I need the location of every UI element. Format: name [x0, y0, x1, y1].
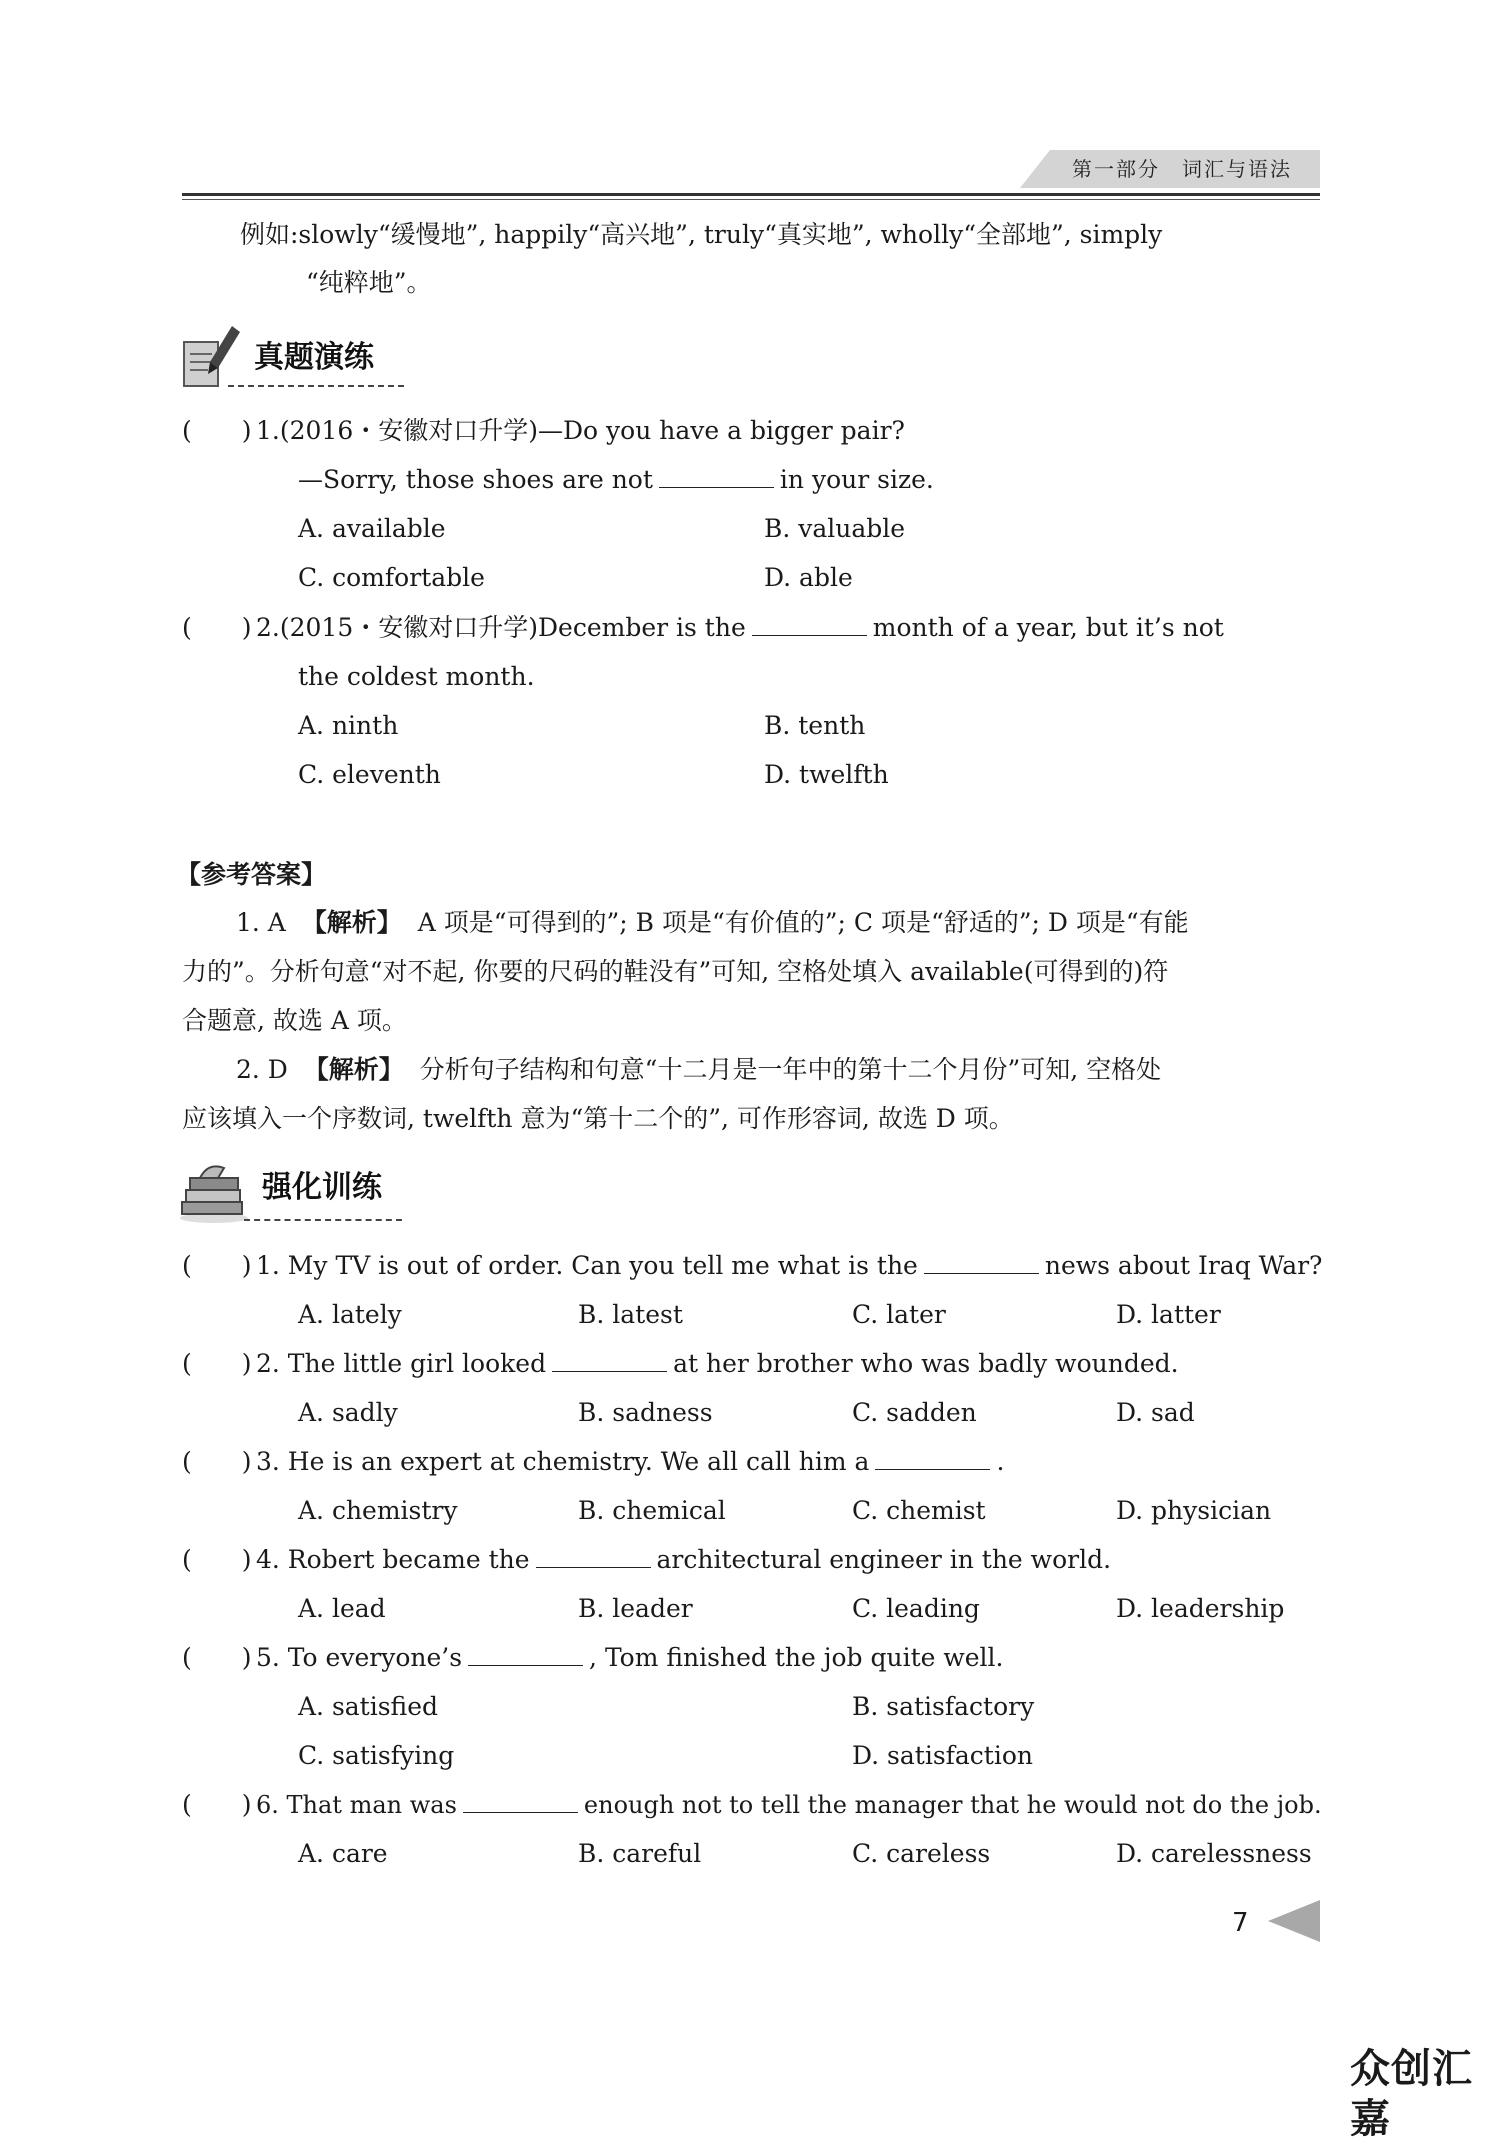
question-stem — [256, 1249, 1322, 1283]
answer-1-line-1 — [236, 906, 1189, 940]
stem-text: 5. To everyone’s — [256, 1643, 463, 1672]
answer-number: 2. D — [236, 1055, 288, 1084]
analysis-tag: 【解析】 — [301, 908, 402, 937]
stem-text: —Sorry, those shoes are not — [298, 465, 653, 494]
stem-text: 1. My TV is out of order. Can you tell me what is the — [256, 1251, 918, 1280]
section2-title: 强化训练 — [262, 1170, 382, 1205]
page-arrow-icon — [1266, 1898, 1324, 1944]
question-stem: 1.(2016・安徽对口升学)—Do you have a bigger pair? — [256, 416, 905, 445]
option-c[interactable]: C. satisfying — [298, 1741, 455, 1770]
option-c[interactable]: C. comfortable — [298, 563, 485, 592]
option-d[interactable]: D. physician — [1116, 1496, 1272, 1525]
answer-bracket[interactable]: ( ) — [182, 1349, 252, 1378]
option-b[interactable]: B. chemical — [578, 1496, 726, 1525]
option-d[interactable]: D. carelessness — [1116, 1839, 1312, 1868]
option-d[interactable]: D. leadership — [1116, 1594, 1285, 1623]
header-rule — [182, 193, 1320, 196]
answer-bracket[interactable]: ( ) — [182, 1545, 252, 1574]
option-c[interactable]: C. eleventh — [298, 760, 441, 789]
option-b[interactable]: B. valuable — [764, 514, 906, 543]
answer-bracket[interactable]: ( ) — [182, 416, 252, 445]
stem-text: at her brother who was badly wounded. — [673, 1349, 1179, 1378]
stacked-books-icon — [178, 1160, 250, 1224]
section2-underline — [244, 1219, 402, 1221]
stem-text: 6. That man was — [256, 1791, 457, 1819]
answer-blank — [875, 1447, 990, 1470]
option-d[interactable]: D. able — [764, 563, 853, 592]
intro-line-1: 例如:slowly“缓慢地”, happily“高兴地”, truly“真实地”, wholly“全部地”, simply — [240, 220, 1163, 249]
option-a[interactable]: A. care — [298, 1839, 388, 1868]
header-section-label: 第一部分 词汇与语法 — [1072, 157, 1292, 181]
answer-blank — [752, 613, 867, 636]
answer-blank — [659, 465, 774, 488]
analysis-text: A 项是“可得到的”; B 项是“有价值的”; C 项是“舒适的”; D 项是“有能 — [417, 908, 1189, 937]
answer-bracket[interactable]: ( ) — [182, 1790, 252, 1819]
intro-line-2: “纯粹地”。 — [306, 268, 432, 297]
answer-2-line-2: 应该填入一个序数词, twelfth 意为“第十二个的”, 可作形容词, 故选 D 项。 — [182, 1104, 1014, 1133]
option-d[interactable]: D. twelfth — [764, 760, 889, 789]
option-c[interactable]: C. chemist — [852, 1496, 986, 1525]
analysis-tag: 【解析】 — [303, 1055, 404, 1084]
option-a[interactable]: A. chemistry — [298, 1496, 458, 1525]
stem-text: architectural engineer in the world. — [656, 1545, 1112, 1574]
option-a[interactable]: A. available — [298, 514, 446, 543]
option-d[interactable]: D. latter — [1116, 1300, 1221, 1329]
option-b[interactable]: B. careful — [578, 1839, 702, 1868]
header-rule-thin — [182, 199, 1320, 200]
answer-blank — [463, 1790, 578, 1813]
option-c[interactable]: C. careless — [852, 1839, 991, 1868]
page-number: 7 — [1232, 1908, 1249, 1938]
answers-title: 【参考答案】 — [176, 860, 327, 889]
option-b[interactable]: B. tenth — [764, 711, 866, 740]
option-b[interactable]: B. leader — [578, 1594, 693, 1623]
stem-text: 4. Robert became the — [256, 1545, 530, 1574]
answer-1-line-2: 力的”。分析句意“对不起, 你要的尺码的鞋没有”可知, 空格处填入 available(可得到的)符 — [182, 957, 1169, 986]
answer-blank — [924, 1251, 1039, 1274]
option-c[interactable]: C. later — [852, 1300, 946, 1329]
answer-bracket[interactable]: ( ) — [182, 613, 252, 642]
answer-bracket[interactable]: ( ) — [182, 1447, 252, 1476]
option-d[interactable]: D. sad — [1116, 1398, 1195, 1427]
stem-text: in your size. — [779, 465, 934, 494]
analysis-text: 分析句子结构和句意“十二月是一年中的第十二个月份”可知, 空格处 — [419, 1055, 1162, 1084]
option-c[interactable]: C. sadden — [852, 1398, 977, 1427]
pencil-paper-icon — [180, 322, 242, 390]
stem-text: 3. He is an expert at chemistry. We all call him a — [256, 1447, 870, 1476]
stem-text: enough not to tell the manager that he would not do the job. — [583, 1791, 1322, 1819]
option-b[interactable]: B. sadness — [578, 1398, 713, 1427]
answer-number: 1. A — [236, 908, 286, 937]
question-stem-line2 — [298, 463, 934, 497]
stem-text: news about Iraq War? — [1044, 1251, 1323, 1280]
section1-title: 真题演练 — [254, 340, 374, 375]
option-c[interactable]: C. leading — [852, 1594, 980, 1623]
option-a[interactable]: A. sadly — [298, 1398, 398, 1427]
option-a[interactable]: A. ninth — [298, 711, 399, 740]
question-stem — [256, 611, 1224, 645]
question-stem — [256, 1445, 1004, 1479]
option-d[interactable]: D. satisfaction — [852, 1741, 1034, 1770]
answer-2-line-1 — [236, 1053, 1161, 1087]
stem-text: 2.(2015・安徽对口升学)December is the — [256, 613, 746, 642]
answer-blank — [552, 1349, 667, 1372]
answer-blank — [536, 1545, 651, 1568]
option-b[interactable]: B. latest — [578, 1300, 683, 1329]
answer-1-line-3: 合题意, 故选 A 项。 — [182, 1006, 407, 1035]
question-stem — [256, 1543, 1111, 1577]
answer-bracket[interactable]: ( ) — [182, 1643, 252, 1672]
answer-blank — [468, 1643, 583, 1666]
option-a[interactable]: A. satisfied — [298, 1692, 439, 1721]
answer-bracket[interactable]: ( ) — [182, 1251, 252, 1280]
stem-text: , Tom finished the job quite well. — [589, 1643, 1004, 1672]
question-stem — [256, 1788, 1322, 1822]
option-b[interactable]: B. satisfactory — [852, 1692, 1035, 1721]
option-a[interactable]: A. lead — [298, 1594, 386, 1623]
stem-text: 2. The little girl looked — [256, 1349, 547, 1378]
section1-underline — [228, 385, 404, 387]
question-stem-line2: the coldest month. — [298, 662, 535, 691]
question-stem — [256, 1347, 1179, 1381]
option-a[interactable]: A. lately — [298, 1300, 402, 1329]
stem-text: month of a year, but it’s not — [872, 613, 1224, 642]
stem-text: . — [996, 1447, 1005, 1476]
question-stem — [256, 1641, 1004, 1675]
watermark-logo: 众创汇嘉 — [1350, 2046, 1473, 2142]
